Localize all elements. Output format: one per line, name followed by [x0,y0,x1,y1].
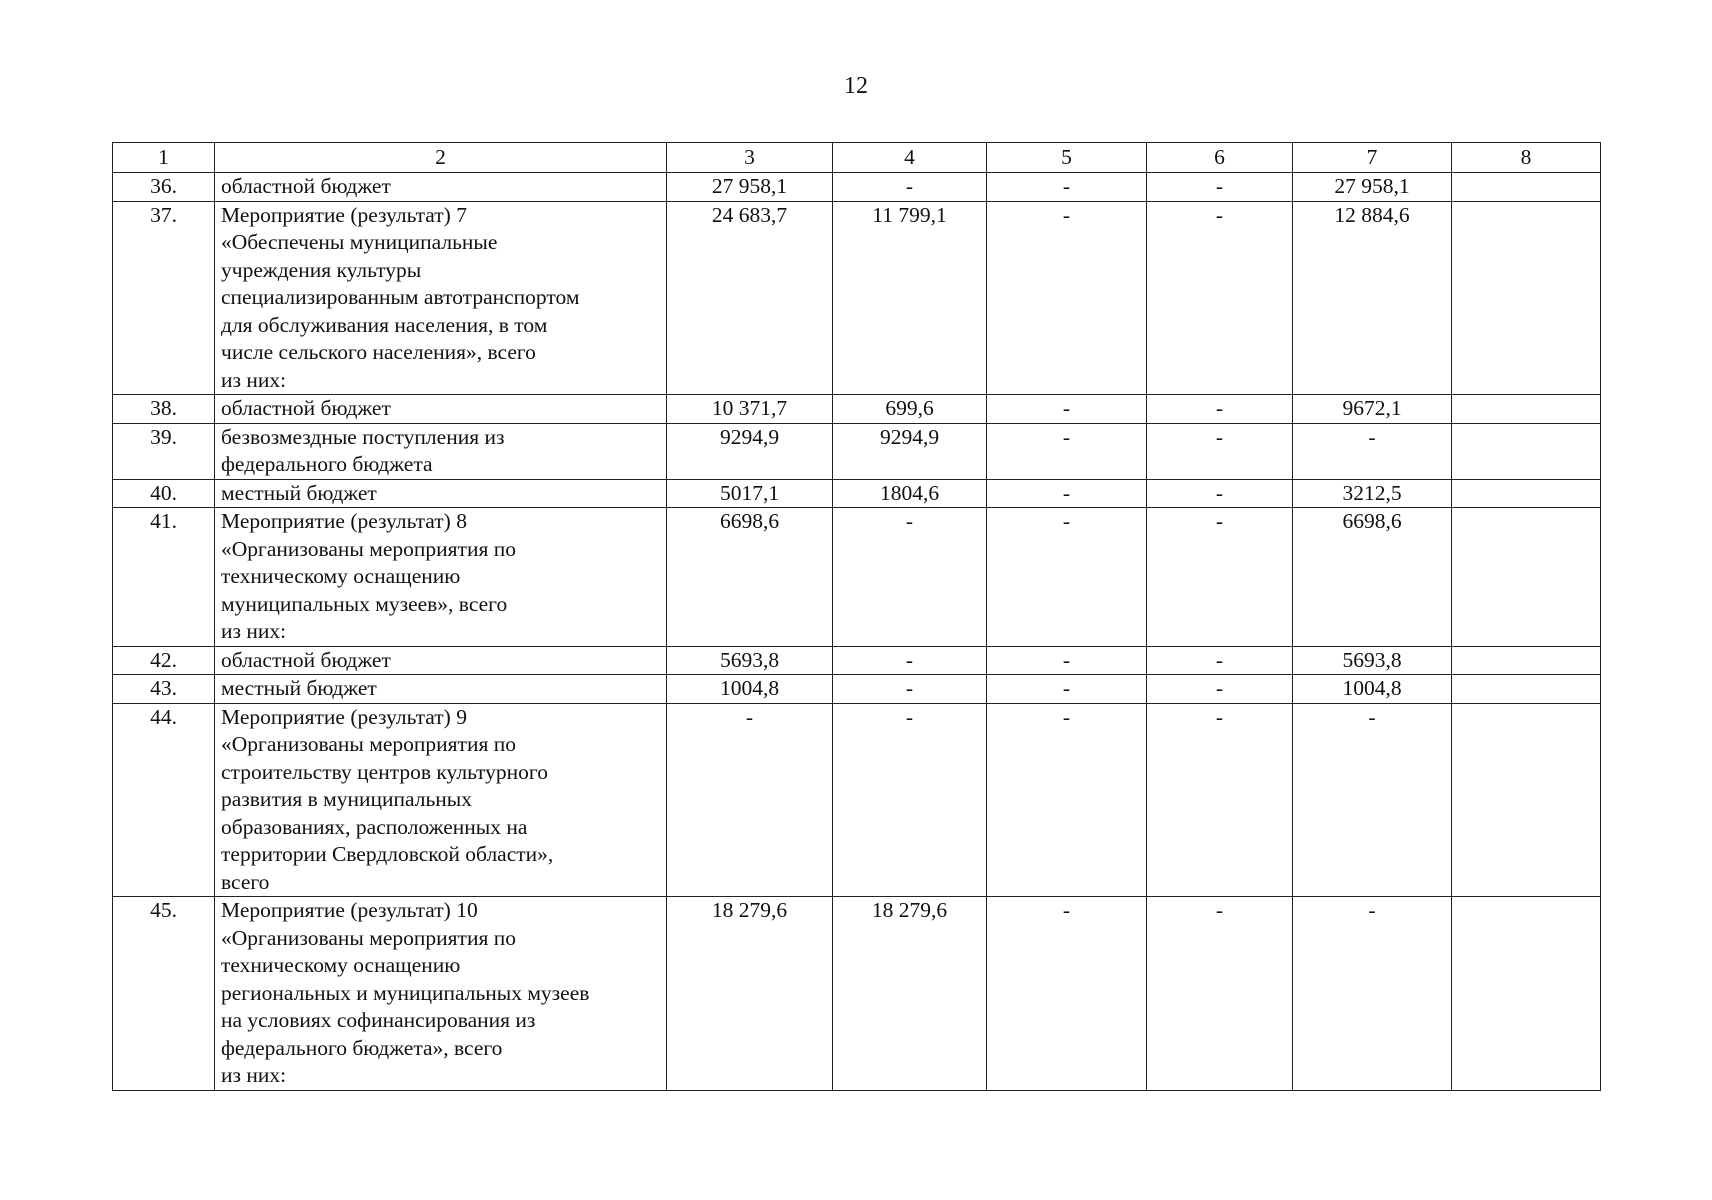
value-cell-col6: - [1147,646,1293,675]
value-cell-col5: - [987,423,1147,479]
value-cell-col7: 6698,6 [1293,508,1452,647]
value-cell-col8 [1452,173,1601,202]
value-cell-col7: - [1293,897,1452,1091]
value-cell-col7: 27 958,1 [1293,173,1452,202]
value-cell-col4: 699,6 [833,395,987,424]
value-cell-col5: - [987,897,1147,1091]
value-cell-col6: - [1147,423,1293,479]
value-cell-col6: - [1147,173,1293,202]
column-header: 2 [215,143,667,173]
value-cell-col3: 1004,8 [667,675,833,704]
table-row [113,479,1601,508]
value-cell-col3: 5693,8 [667,646,833,675]
row-number-cell: 41. [113,508,215,647]
value-cell-col5: - [987,173,1147,202]
table-row [113,423,1601,479]
value-cell-col3: 10 371,7 [667,395,833,424]
value-cell-col7: 12 884,6 [1293,201,1452,395]
value-cell-col6: - [1147,201,1293,395]
table-row [113,646,1601,675]
value-cell-col4: - [833,508,987,647]
table-row [113,508,1601,647]
description-cell: Мероприятие (результат) 7 «Обеспечены муниципальные учреждения культуры специализированным автотранспортом для обслуживания населения, в том числе сельского населения», всего из них: [215,201,667,395]
value-cell-col5: - [987,395,1147,424]
row-number-cell: 37. [113,201,215,395]
value-cell-col8 [1452,897,1601,1091]
row-number-cell: 38. [113,395,215,424]
value-cell-col4: - [833,173,987,202]
value-cell-col7: - [1293,703,1452,897]
description-cell: Мероприятие (результат) 9 «Организованы мероприятия по строительству центров культурного развития в муниципальных образованиях, расположенных на территории Свердловской области», всего [215,703,667,897]
table-row [113,897,1601,1091]
value-cell-col6: - [1147,395,1293,424]
value-cell-col6: - [1147,508,1293,647]
description-cell: местный бюджет [215,675,667,704]
value-cell-col7: 3212,5 [1293,479,1452,508]
value-cell-col8 [1452,395,1601,424]
row-number-cell: 36. [113,173,215,202]
description-cell: областной бюджет [215,646,667,675]
value-cell-col4: - [833,703,987,897]
value-cell-col4: - [833,675,987,704]
value-cell-col6: - [1147,703,1293,897]
value-cell-col6: - [1147,897,1293,1091]
column-header: 3 [667,143,833,173]
value-cell-col5: - [987,508,1147,647]
column-header: 8 [1452,143,1601,173]
row-number-cell: 42. [113,646,215,675]
value-cell-col3: 18 279,6 [667,897,833,1091]
value-cell-col8 [1452,508,1601,647]
column-header: 5 [987,143,1147,173]
budget-table [112,142,1601,1091]
description-cell: Мероприятие (результат) 10 «Организованы мероприятия по техническому оснащению региональных и муниципальных музеев на условиях софинансирования из федерального бюджета», всего из них: [215,897,667,1091]
column-header: 7 [1293,143,1452,173]
value-cell-col5: - [987,675,1147,704]
value-cell-col8 [1452,703,1601,897]
value-cell-col4: 11 799,1 [833,201,987,395]
value-cell-col6: - [1147,675,1293,704]
value-cell-col5: - [987,479,1147,508]
value-cell-col5: - [987,201,1147,395]
row-number-cell: 44. [113,703,215,897]
table-row [113,173,1601,202]
column-header: 1 [113,143,215,173]
value-cell-col4: - [833,646,987,675]
description-cell: безвозмездные поступления из федерального бюджета [215,423,667,479]
value-cell-col5: - [987,703,1147,897]
value-cell-col3: - [667,703,833,897]
row-number-cell: 45. [113,897,215,1091]
column-header: 4 [833,143,987,173]
page-number: 12 [844,73,868,99]
value-cell-col4: 18 279,6 [833,897,987,1091]
table-row [113,395,1601,424]
value-cell-col3: 27 958,1 [667,173,833,202]
value-cell-col3: 5017,1 [667,479,833,508]
value-cell-col7: 9672,1 [1293,395,1452,424]
value-cell-col8 [1452,423,1601,479]
value-cell-col7: 5693,8 [1293,646,1452,675]
value-cell-col3: 6698,6 [667,508,833,647]
column-header-row [113,143,1601,173]
description-cell: областной бюджет [215,395,667,424]
description-cell: Мероприятие (результат) 8 «Организованы мероприятия по техническому оснащению муниципальных музеев», всего из них: [215,508,667,647]
value-cell-col7: 1004,8 [1293,675,1452,704]
table-row [113,703,1601,897]
value-cell-col8 [1452,675,1601,704]
value-cell-col5: - [987,646,1147,675]
row-number-cell: 43. [113,675,215,704]
value-cell-col8 [1452,201,1601,395]
value-cell-col3: 9294,9 [667,423,833,479]
table-row [113,201,1601,395]
value-cell-col4: 1804,6 [833,479,987,508]
row-number-cell: 39. [113,423,215,479]
value-cell-col3: 24 683,7 [667,201,833,395]
description-cell: областной бюджет [215,173,667,202]
value-cell-col8 [1452,479,1601,508]
column-header: 6 [1147,143,1293,173]
description-cell: местный бюджет [215,479,667,508]
value-cell-col7: - [1293,423,1452,479]
table-row [113,675,1601,704]
value-cell-col8 [1452,646,1601,675]
value-cell-col4: 9294,9 [833,423,987,479]
value-cell-col6: - [1147,479,1293,508]
row-number-cell: 40. [113,479,215,508]
